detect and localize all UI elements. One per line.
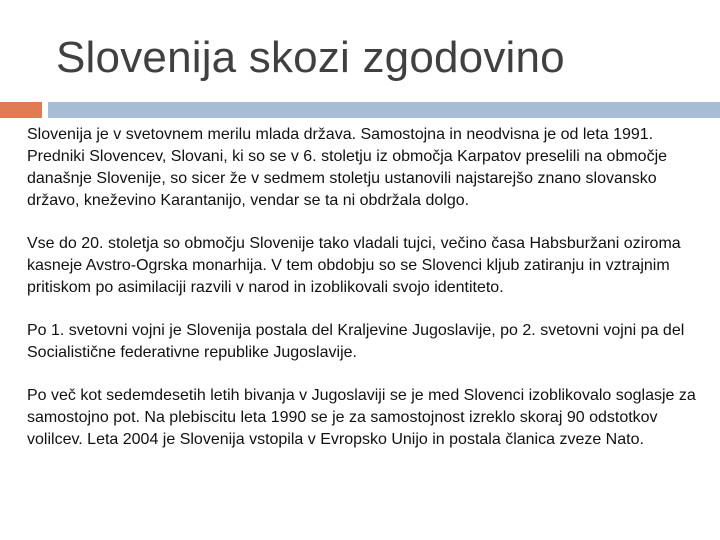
slide-body: [27, 124, 707, 472]
title-divider-bar: [48, 102, 720, 118]
paragraph-foreign-rule: Vse do 20. stoletja so območju Slovenije tako vladali tujci, večino časa Habsburžani oziroma kasneje Avstro-Ogrska monarhija. V tem obdobju so se Slovenci kljub zatiranju in vztrajnim pritiskom po asimilaciji razvili v narod in izoblikovali svojo identiteto.: [27, 235, 681, 296]
paragraph-yugoslavia: Po 1. svetovni vojni je Slovenija postala del Kraljevine Jugoslavije, po 2. svetovni vojni pa del Socialistične federativne republike Jugoslavije.: [27, 322, 685, 361]
title-accent-bar: [0, 102, 42, 118]
paragraph-independence: Slovenija je v svetovnem merilu mlada država. Samostojna in neodvisna je od leta 1991. Predniki Slovencev, Slovani, ki so se v 6. stoletju iz območja Karpatov preselili na območje današnje Slovenije, so sicer že v sedmem stoletju ustanovili najstarejšo znano slovansko državo, kneževino Karantanijo, vendar se ta ni obdržala dolgo.: [27, 126, 668, 209]
paragraph-plebiscite: Po več kot sedemdesetih letih bivanja v Jugoslaviji se je med Slovenci izoblikovalo soglasje za samostojno pot. Na plebiscitu leta 1990 se je za samostojnost izreklo skoraj 90 odstotkov volilcev. Leta 2004 je Slovenija vstopila v Evropsko Unijo in postala članica zveze Nato.: [27, 387, 696, 448]
slide-title: Slovenija skozi zgodovino: [56, 33, 565, 82]
